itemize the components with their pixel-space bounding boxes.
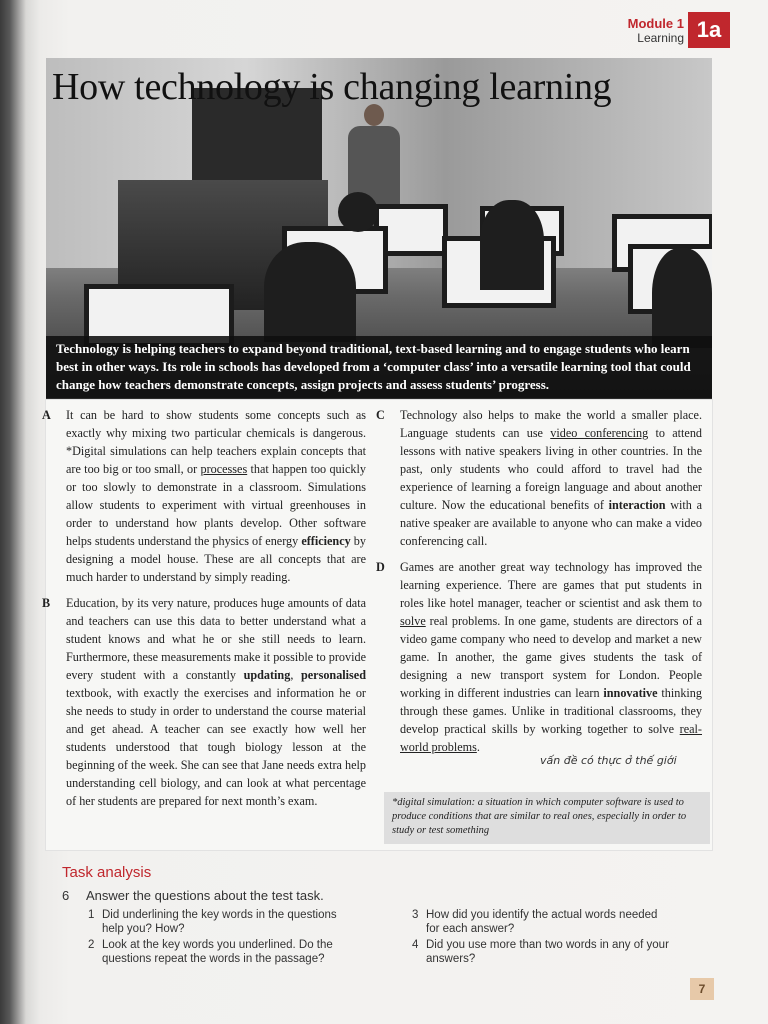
article-body [42, 400, 712, 850]
module-subtitle: Learning [637, 31, 684, 45]
left-column [42, 406, 366, 818]
task-instruction: 6 Answer the questions about the test task. [62, 888, 324, 903]
paragraph-b: B Education, by its very nature, produces huge amounts of data and teachers can use this data to better understand what a student knows and what he or she still needs to learn. Furthermore, these measurements make it possible to provide every student with a constantly updating, personalised textbook, with exactly the exercises and information he or she needs to study in order to understand the course material and get ahead. A teacher can see exactly how well her students understood that tough biology lesson at the beginning of the week. She can see that Jane needs extra help understanding cell biology, and can look at what percentage of her students are prepared for next month’s exam. [42, 596, 366, 808]
intro-paragraph: Technology is helping teachers to expand beyond traditional, text-based learning and to engage students who learn best in other ways. Its role in schools has developed from a ‘computer class’ into a versatile learning tool that could change how teachers demonstrate concepts, assign projects and assess students’ progress. [46, 336, 712, 400]
module-heading [628, 16, 684, 45]
footnote-box: *digital simulation: a situation in which computer software is used to produce conditions that are similar to real ones, especially in order to study or test something [384, 792, 710, 844]
textbook-page: Module 1 Learning 1a How technology is changing learning Technology is helping teachers to expand beyond traditional, text-based learning and to engage students who learn best in other ways. Its role in schools has developed from a ‘computer class’ into a versatile learning tool that could change how teachers demonstrate concepts, assign projects and assess students’ progress. A It can be hard to show students some concepts such as exactly why mixing two particular chemicals is dangerous. *Digital simulations can help teachers explain concepts that are too big or too small, or processes that happen too quickly or too slowly to demonstrate in a classroom. Simulations allow students to experiment with virtual greenhouses in order to understand how plants develop. Other software helps students understand the physics of energy efficiency by designing a model house. These are all concepts that are much harder to understand by simply reading. B Education, by its very nature, produces huge amounts of data and teachers can use this data to better understand what a student knows and what he or she still needs to learn. Furthermore, these measurements make it possible to provide every student with a constantly updating, personalised textbook, with exactly the exercises and information he or she needs to study in order to understand the course material and get ahead. A teacher can see exactly how well her students understood that tough biology lesson at the beginning of the week. She can see that Jane needs extra help understanding cell biology, and can look at what percentage of her students are prepared for next month’s exam. C Technology also helps to make the world a smaller place. Language students can use video conferencing to attend lessons with native speakers living in other countries. In the past, only students who could afford to travel had the experience of learning a foreign language and about another culture. Now the educational benefits of interaction with a native speaker are available to anyone who can make a video conferencing call. D Games are another great way technology has improved the learning experience. There are games that put students in roles like hotel manager, teacher or scientist and ask them to solve real problems. In one game, students are directors of a video game company who need to develop and market a new game. In another, the game gives students the task of designing a new transport system for London. People working in different industries can learn innovative thinking through these games. Unlike in traditional classrooms, they develop practical skills by working together to solve real-world problems. vấn đề có thực ở thế giới *digital simulation: a situation in which computer software is used to produce conditions that are similar to real ones, especially in order to study or test something Task analysis 6 Answer the questions about the test task. 1 Did underlining the key words in the questions help you? How? 2 Look at the key words you underlined. Do the questions repeat the words in the passage? 3 How did you identify the actual words needed for each answer? 4 Did you use more than two words in any of your answers? 7 [0, 0, 768, 1024]
paragraph-d: D Games are another great way technology has improved the learning experience. There are games that put students in roles like hotel manager, teacher or scientist and ask them to solve real problems. In one game, students are directors of a video game company who need to develop and market a new game. In another, the game gives students the task of designing a new transport system for London. People working in different industries can learn innovative thinking through these games. Unlike in traditional classrooms, they develop practical skills by working together to solve real-world problems. [376, 560, 702, 754]
handwritten-note: vấn đề có thực ở thế giới [540, 754, 677, 767]
right-column [376, 406, 703, 764]
task-analysis-title: Task analysis [62, 864, 152, 881]
unit-badge: 1a [688, 12, 730, 48]
page-number: 7 [690, 978, 714, 1000]
paragraph-a: A It can be hard to show students some concepts such as exactly why mixing two particular chemicals is dangerous. *Digital simulations can help teachers explain concepts that are too big or too small, or processes that happen too quickly or too slowly to demonstrate in a classroom. Simulations allow students to experiment with virtual greenhouses in order to understand how plants develop. Other software helps students understand the physics of energy efficiency by designing a model house. These are all concepts that are much harder to understand by simply reading. [42, 408, 366, 584]
article-title: How technology is changing learning [52, 66, 612, 108]
paragraph-c: C Technology also helps to make the world a smaller place. Language students can use video conferencing to attend lessons with native speakers living in other countries. In the past, only students who could afford to travel had the experience of learning a foreign language and about another culture. Now the educational benefits of interaction with a native speaker are available to anyone who can make a video conferencing call. [376, 408, 703, 548]
module-label: Module 1 [627, 16, 684, 31]
